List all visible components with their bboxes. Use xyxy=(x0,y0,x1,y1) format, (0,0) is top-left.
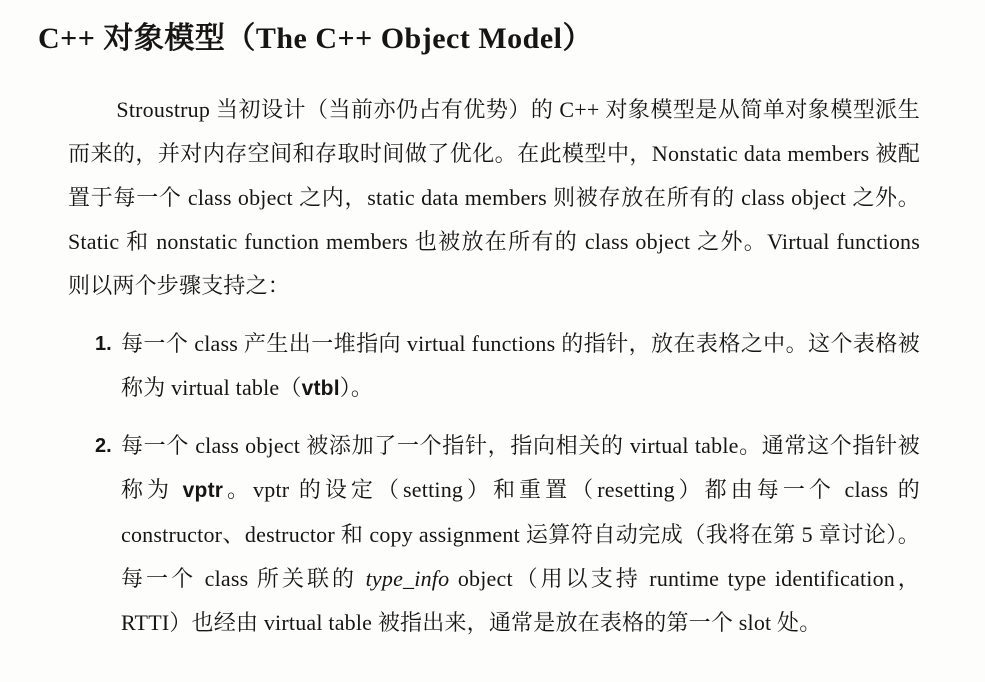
text-segment: ）。 xyxy=(339,375,374,400)
list-item xyxy=(95,322,920,411)
text-segment-bold-vtbl: vtbl xyxy=(301,377,340,400)
list-item-text xyxy=(121,322,920,411)
page-title: C++ 对象模型（The C++ Object Model） xyxy=(38,22,593,55)
list-item-marker: 1. xyxy=(95,333,112,355)
text-segment: 每一个 class 产生出一堆指向 virtual functions 的指针，放在表格之中。这个表格被称为 virtual table（ xyxy=(121,331,920,400)
text-segment: object（用以支持 runtime type identification，RTTI）也经由 virtual table 被指出来，通常是放在表格的第一个 slot 处。 xyxy=(121,566,921,635)
text-segment-italic-type-info: type_info xyxy=(365,566,450,591)
numbered-list xyxy=(95,322,920,645)
text-segment: 。vptr 的设定（setting）和重置（resetting）都由每一个 class 的 constructor、destructor 和 copy assignment 运算符自动完成（我将在第 5 章讨论）。每一个 class 所关联的 xyxy=(121,477,920,591)
text-segment-bold-vptr: vptr xyxy=(182,479,224,502)
list-item-marker: 2. xyxy=(95,435,112,457)
list-item-text xyxy=(121,424,920,645)
text-segment: 每一个 class object 被添加了一个指针，指向相关的 virtual table。通常这个指针被称为 xyxy=(121,433,920,502)
list-item xyxy=(95,424,920,645)
intro-paragraph: Stroustrup 当初设计（当前亦仍占有优势）的 C++ 对象模型是从简单对象模型派生而来的，并对内存空间和存取时间做了优化。在此模型中，Nonstatic data members 被配置于每一个 class object 之内，static data members 则被存放在所有的 class object 之外。Static 和 nonstatic function members 也被放在所有的 class object 之外。Virtual functions 则以两个步骤支持之： xyxy=(68,97,920,298)
